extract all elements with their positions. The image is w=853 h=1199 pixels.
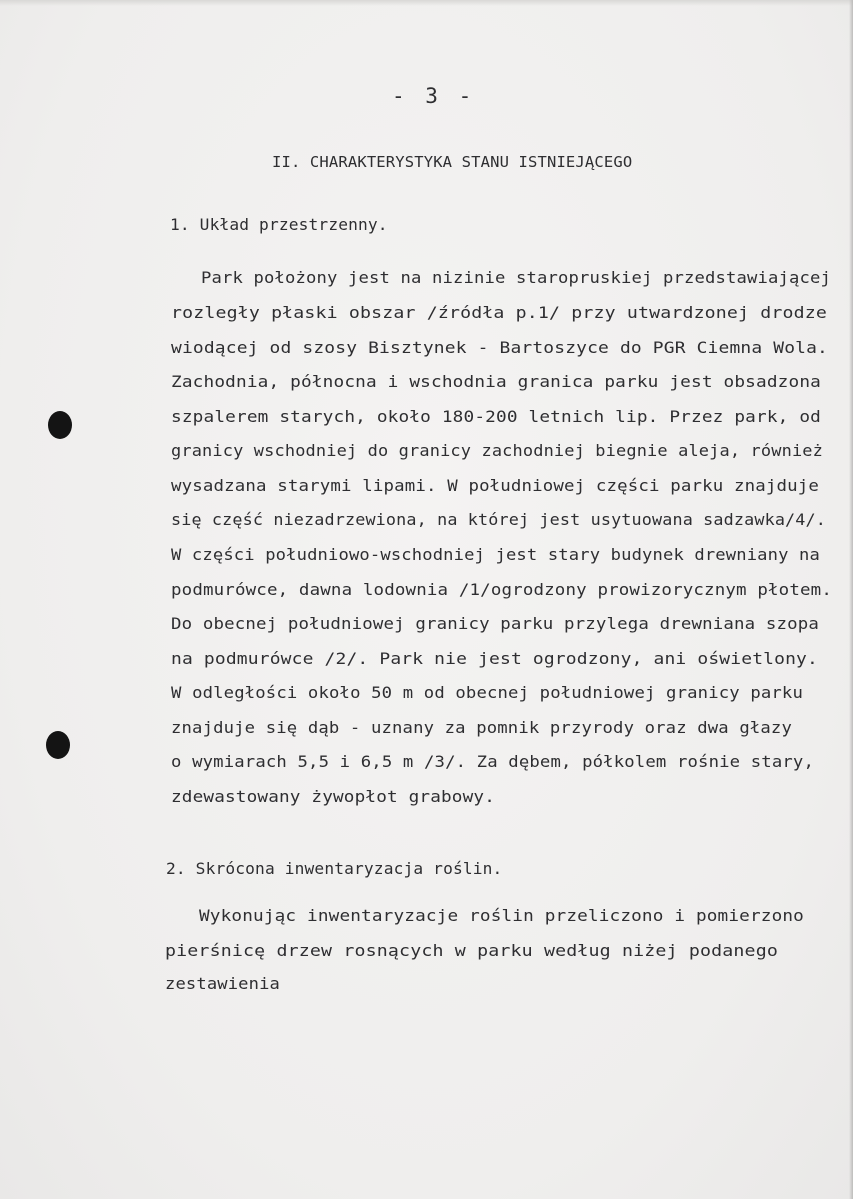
binder-hole-top bbox=[48, 411, 72, 439]
text-line: zdewastowany żywopłot grabowy. bbox=[171, 787, 495, 806]
page-number: - 3 - bbox=[392, 84, 476, 108]
page-right-edge bbox=[849, 0, 853, 1199]
text-line: się część niezadrzewiona, na której jest usytuowana sadzawka/4/. bbox=[171, 510, 826, 529]
section-1-title: 1. Układ przestrzenny. bbox=[170, 215, 388, 234]
binder-hole-bottom bbox=[46, 731, 70, 759]
text-line: podmurówce, dawna lodownia /1/ogrodzony prowizorycznym płotem. bbox=[171, 580, 832, 599]
text-line: rozległy płaski obszar /źródła p.1/ przy utwardzonej drodze bbox=[171, 303, 827, 322]
text-line: szpalerem starych, około 180-200 letnich lip. Przez park, od bbox=[171, 407, 821, 426]
text-line: W części południowo-wschodniej jest stary budynek drewniany na bbox=[171, 545, 820, 564]
text-line: wiodącej od szosy Bisztynek - Bartoszyce do PGR Ciemna Wola. bbox=[171, 338, 829, 357]
text-line: znajduje się dąb - uznany za pomnik przyrody oraz dwa głazy bbox=[171, 718, 792, 737]
text-line: Wykonując inwentaryzacje roślin przeliczono i pomierzono bbox=[199, 906, 804, 925]
text-line: na podmurówce /2/. Park nie jest ogrodzony, ani oświetlony. bbox=[171, 649, 818, 668]
text-line: wysadzana starymi lipami. W południowej części parku znajduje bbox=[171, 476, 819, 495]
text-line: Park położony jest na nizinie staropruskiej przedstawiającej bbox=[201, 268, 831, 287]
text-line: Do obecnej południowej granicy parku przylega drewniana szopa bbox=[171, 614, 819, 633]
text-line: W odległości około 50 m od obecnej południowej granicy parku bbox=[171, 683, 803, 702]
page-heading: II. CHARAKTERYSTYKA STANU ISTNIEJĄCEGO bbox=[272, 153, 633, 171]
text-line: o wymiarach 5,5 i 6,5 m /3/. Za dębem, półkolem rośnie stary, bbox=[171, 752, 814, 771]
text-line: pierśnicę drzew rosnących w parku według niżej podanego bbox=[165, 941, 778, 960]
section-2-title: 2. Skrócona inwentaryzacja roślin. bbox=[166, 859, 503, 878]
text-line: Zachodnia, północna i wschodnia granica parku jest obsadzona bbox=[171, 372, 821, 391]
text-line: zestawienia bbox=[165, 974, 280, 993]
text-line: granicy wschodniej do granicy zachodniej biegnie aleja, również bbox=[171, 441, 823, 460]
page-top-edge bbox=[0, 0, 853, 6]
